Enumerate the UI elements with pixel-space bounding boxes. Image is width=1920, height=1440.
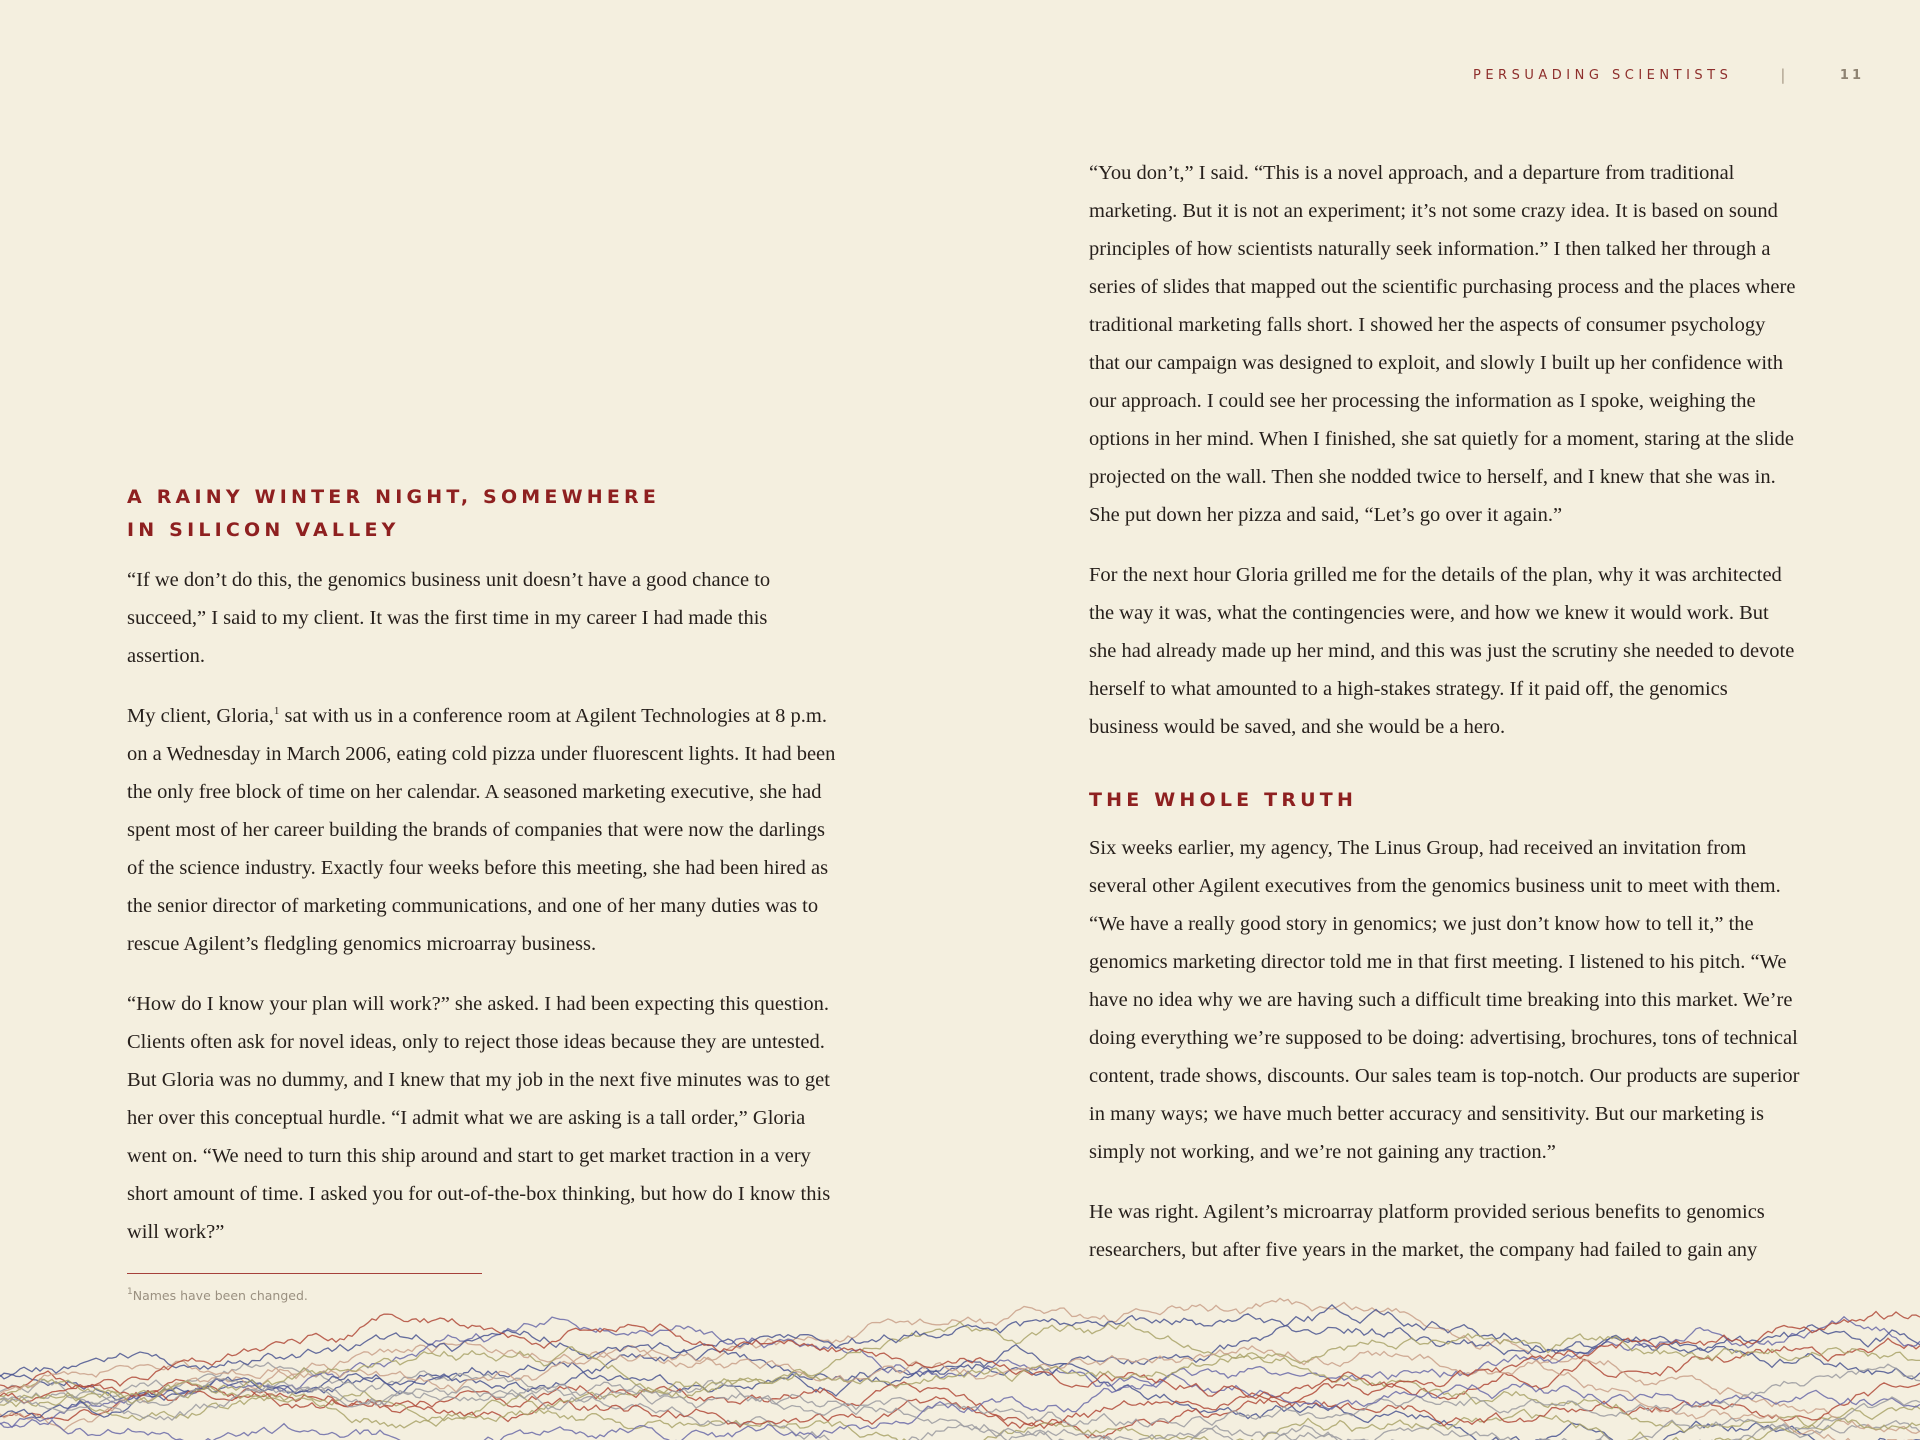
paragraph: For the next hour Gloria grilled me for the details of the plan, why it was architected the way it was, what the contingencies were, and how we knew it would work. But she had already made up her mind, and this was just the scrutiny she needed to devote herself to what amounted to a high-stakes strategy. If it paid off, the genomics business would be saved, and she would be a hero. xyxy=(1089,564,1795,738)
paragraph: “How do I know your plan will work?” she asked. I had been expecting this question. Clients often ask for novel ideas, only to reject those ideas because they are untested. But Gloria was no dummy, and I knew that my job in the next five minutes was to get her over this conceptual hurdle. “I admit what we are asking is a tall order,” Gloria went on. “We need to turn this ship around and start to get market traction in a very short amount of time. I asked you for out-of-the-box thinking, but how do I know this will work?” xyxy=(127,993,831,1243)
paragraph-rest: sat with us in a conference room at Agilent Technologies at 8 p.m. on a Wednesday in March 2006, eating cold pizza under fluorescent lights. It had been the only free block of time on her calendar. A seasoned marketing executive, she had spent most of her career building the brands of companies that were now the darlings of the science industry. Exactly four weeks before this meeting, she had been hired as the senior director of marketing communications, and one of her many duties was to rescue Agilent’s fledgling genomics microarray business. xyxy=(127,705,836,955)
header-separator: | xyxy=(1780,66,1790,84)
wave-line xyxy=(0,1391,1920,1440)
footnote-text: Names have been changed. xyxy=(132,1288,308,1303)
running-head xyxy=(1473,66,1864,84)
paragraph: He was right. Agilent’s microarray platform provided serious benefits to genomics researchers, but after five years in the market, the company had failed to gain any xyxy=(1089,1201,1765,1261)
paragraph-with-footnote xyxy=(127,697,839,963)
paragraph: “If we don’t do this, the genomics business unit doesn’t have a good chance to succeed,” I said to my client. It was the first time in my career I had made this assertion. xyxy=(127,569,771,667)
wave-line xyxy=(0,1314,1920,1377)
paragraph-lead: My client, Gloria, xyxy=(127,705,274,727)
heading-line-2: IN SILICON VALLEY xyxy=(127,519,400,541)
left-column xyxy=(127,481,839,1303)
decorative-wave-lines xyxy=(0,1280,1920,1440)
footnote-reference: 1 xyxy=(273,705,280,717)
heading-line-1: A RAINY WINTER NIGHT, SOMEWHERE xyxy=(127,486,661,508)
running-title: PERSUADING SCIENTISTS xyxy=(1473,67,1733,83)
page-number: 11 xyxy=(1839,67,1864,83)
section-heading-whole-truth: THE WHOLE TRUTH xyxy=(1089,789,1358,811)
paragraph: “You don’t,” I said. “This is a novel approach, and a departure from traditional marketing. But it is not an experiment; it’s not some crazy idea. It is based on sound principles of how scientists naturally seek information.” I then talked her through a series of slides that mapped out the scientific purchasing process and the places where traditional marketing falls short. I showed her the aspects of consumer psychology that our campaign was designed to exploit, and slowly I built up her confidence with our approach. I could see her processing the information as I spoke, weighing the options in her mind. When I finished, she sat quietly for a moment, staring at the slide projected on the wall. Then she nodded twice to herself, and I knew that she was in. She put down her pizza and said, “Let’s go over it again.” xyxy=(1089,162,1796,526)
section-heading-rainy-night xyxy=(127,481,839,547)
footnote-marker: 1 xyxy=(127,1287,133,1297)
paragraph: Six weeks earlier, my agency, The Linus Group, had received an invitation from several other Agilent executives from the genomics business unit to meet with them. “We have a really good story in genomics; we just don’t know how to tell it,” the genomics marketing director told me in that first meeting. I listened to his pitch. “We have no idea why we are having such a difficult time breaking into this market. We’re doing everything we’re supposed to be doing: advertising, brochures, tons of technical content, trade shows, discounts. Our sales team is top-notch. Our products are superior in many ways; we have much better accuracy and sensitivity. But our marketing is simply not working, and we’re not gaining any traction.” xyxy=(1089,837,1800,1163)
footnote-divider xyxy=(127,1273,482,1274)
right-column xyxy=(1089,154,1801,1291)
